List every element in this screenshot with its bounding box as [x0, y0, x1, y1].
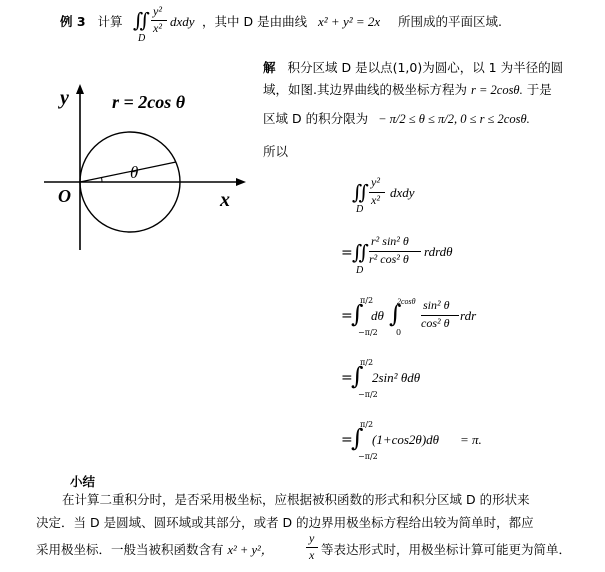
summary-para-2: 决定．当 D 是圆域、圆环域或其部分，或者 D 的边界用极坐标方程给出较为简单时，都应	[36, 515, 534, 530]
step3-up2: 2cosθ	[397, 297, 416, 306]
solution-text-2a: 域，如图.其边界曲线的极坐标方程为	[263, 82, 467, 97]
step2-eq: =	[341, 245, 353, 261]
step5-result: = π.	[460, 432, 482, 447]
x-axis-arrow	[236, 178, 246, 186]
circle-figure	[40, 82, 250, 252]
step5-body: (1+cos2θ)dθ	[372, 432, 440, 447]
step5-up: π/2	[360, 420, 374, 429]
step5-lo: −π/2	[358, 452, 378, 461]
solution-line-1	[263, 60, 563, 76]
dxdy-text: dxdy	[170, 14, 195, 29]
step3-tail: rdr	[460, 308, 477, 323]
step3-num: sin² θ	[423, 298, 450, 312]
step2-tail: rdrdθ	[424, 244, 453, 259]
polar-equation-label: r = 2cos θ	[112, 92, 186, 112]
y-axis-label: y	[60, 87, 69, 109]
double-integral-sign: ∬	[133, 8, 151, 32]
solution-text-1: 积分区域 D 是以点(1,0)为圆心，以 1 为半径的圆	[287, 60, 564, 75]
step3-eq: =	[341, 308, 353, 324]
curve-equation: x² + y² = 2x	[318, 14, 381, 29]
integrand-denominator: x²	[153, 21, 162, 35]
step4-lo: −π/2	[358, 390, 378, 399]
step3-lo2: 0	[396, 328, 402, 337]
solution-head: 解	[263, 60, 276, 75]
step1-den: x²	[371, 193, 380, 207]
step2-sub: D	[356, 265, 364, 276]
summary-para-1: 在计算二重积分时，是否采用极坐标，应根据被积函数的形式和积分区域 D 的形状来	[62, 492, 530, 507]
summary-expr: x² + y²，	[227, 543, 274, 557]
step1-integral-sign: ∬	[352, 180, 370, 204]
y-axis-arrow	[76, 84, 84, 94]
summary-text-3a: 采用极坐标．一般当被积函数含有	[36, 542, 224, 557]
step4-eq: =	[341, 370, 353, 386]
step3-up1: π/2	[360, 296, 374, 305]
summary-frac-den: x	[309, 548, 315, 562]
step4-body: 2sin² θdθ	[372, 370, 421, 385]
polar-equation-inline: r = 2cosθ.	[470, 83, 523, 97]
step4-integral: ∫	[351, 362, 364, 390]
step5-integral: ∫	[351, 424, 364, 452]
x-axis-label: x	[220, 189, 230, 211]
solution-line-2	[263, 82, 552, 98]
step1-tail: dxdy	[390, 185, 415, 200]
solution-text-2c: 于是	[526, 82, 552, 97]
step1-num: y²	[371, 175, 380, 189]
step3-integral-1: ∫	[351, 300, 364, 328]
example-prefix: 计算	[97, 14, 123, 29]
origin-label: O	[58, 186, 71, 206]
step3-dtheta: dθ	[371, 308, 384, 323]
integrand-numerator: y²	[153, 4, 162, 18]
step1-sub: D	[356, 204, 364, 215]
example-label: 例 3	[60, 14, 86, 29]
summary-frac-num: y	[309, 531, 315, 545]
solution-line-3	[263, 111, 530, 127]
step2-num: r² sin² θ	[371, 234, 409, 248]
summary-text-3d: 等表达形式时，用极坐标计算可能更为简单．	[321, 542, 572, 557]
example-statement	[60, 14, 123, 30]
example-text-mid: ，其中 D 是由曲线	[202, 14, 308, 29]
step2-den: r² cos² θ	[369, 252, 409, 266]
theta-arc	[102, 178, 103, 183]
solution-line-4: 所以	[263, 144, 289, 159]
polar-radius-line	[80, 162, 176, 182]
step2-integral-sign: ∬	[352, 240, 370, 264]
summary-para-3	[36, 542, 273, 558]
integration-limits: − π/2 ≤ θ ≤ π/2, 0 ≤ r ≤ 2cosθ.	[378, 112, 530, 126]
theta-label: θ	[130, 163, 139, 182]
step4-up: π/2	[360, 358, 374, 367]
step3-integral-2: ∫	[389, 300, 402, 328]
step3-lo1: −π/2	[358, 328, 378, 337]
step5-eq: =	[341, 432, 353, 448]
solution-text-3a: 区域 D 的积分限为	[263, 111, 369, 126]
summary-title: 小结	[70, 474, 96, 489]
example-text-end: 所围成的平面区域.	[398, 14, 502, 29]
step3-den: cos² θ	[421, 316, 450, 330]
domain-subscript: D	[138, 33, 146, 44]
